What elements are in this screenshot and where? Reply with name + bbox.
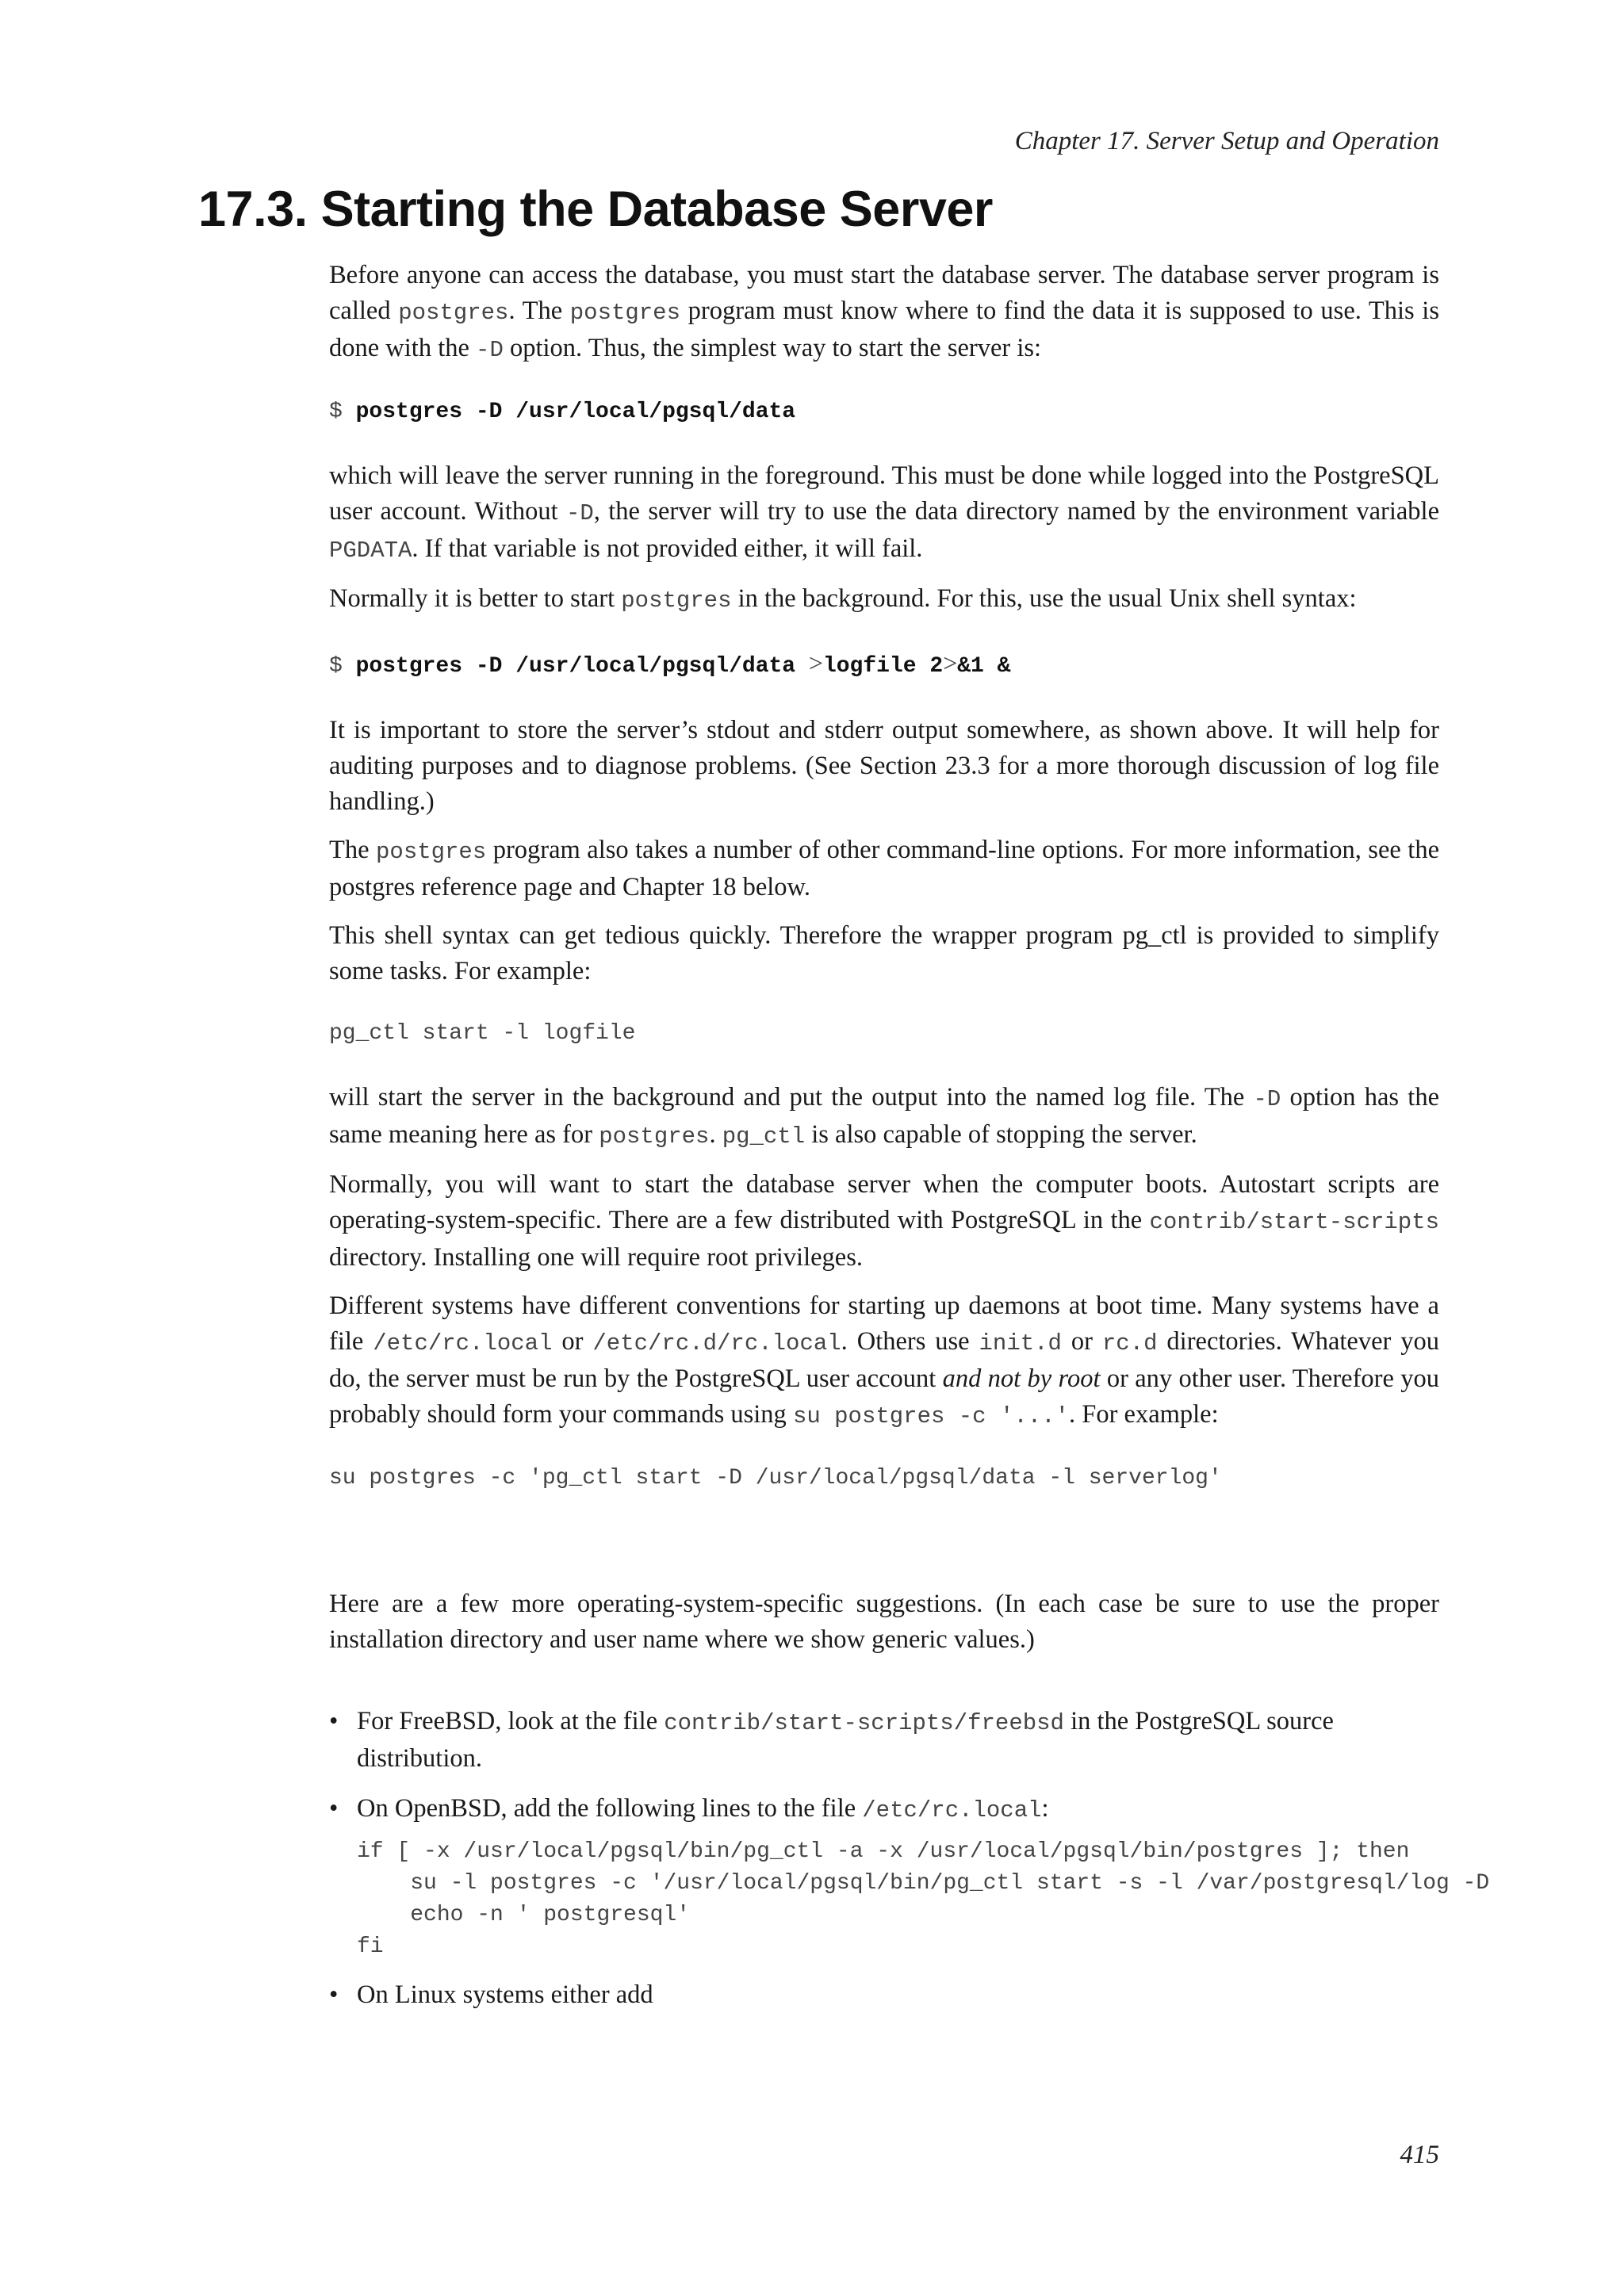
- paragraph: Before anyone can access the database, you must start the database server. The database server program is called postgres. The postgres program must know where to find the data it is supposed to use. This is done with the -D option. Thus, the simplest way to start the server is:: [329, 261, 1439, 363]
- running-header: Chapter 17. Server Setup and Operation: [1014, 127, 1439, 155]
- bullet-icon: •: [329, 1980, 339, 2009]
- emphasis: and not by root: [942, 1364, 1101, 1393]
- spacer: [329, 1525, 1439, 1586]
- shell-prompt: $: [329, 400, 356, 424]
- code-line: su -l postgres -c '/usr/local/pgsql/bin/pg_ctl start -s -l /var/postgresql/log -D: [357, 1871, 1490, 1896]
- code-block: [329, 396, 1439, 428]
- inline-code: -D: [1253, 1086, 1281, 1112]
- bullet-icon: •: [329, 1794, 339, 1823]
- inline-code: postgres: [376, 839, 487, 865]
- suggestion-list: [329, 1704, 1490, 2013]
- list-item: • On OpenBSD, add the following lines to the file /etc/rc.local: if [ -x /usr/local/pgsql/bin/pg_ctl -a -x /usr/local/pgsql/bin/postgres ]; then su -l postgres -c '/usr/local/pgsql/bin/pg_ctl start -s -l /var/postgresql/log -D echo -n ' postgresql' fi: [329, 1791, 1439, 1963]
- inline-code: rc.d: [1101, 1330, 1158, 1357]
- body-text: [329, 258, 1490, 2027]
- section-title: 17.3. Starting the Database Server: [198, 182, 993, 237]
- inline-code: postgres: [569, 300, 680, 326]
- inline-code: init.d: [979, 1330, 1062, 1357]
- inline-code: postgres: [599, 1123, 710, 1150]
- shell-prompt: $: [329, 654, 356, 679]
- page-number: 415: [1400, 2141, 1439, 2169]
- inline-code: -D: [476, 337, 504, 363]
- paragraph: It is important to store the server’s stdout and stderr output somewhere, as shown above. It will help for auditing purposes and to diagnose problems. (See Section 23.3 for a more thorough discussion of log file handling.): [329, 716, 1439, 816]
- inline-code: /etc/rc.d/rc.local: [592, 1330, 841, 1357]
- inline-code: /etc/rc.local: [862, 1797, 1042, 1823]
- code-line: if [ -x /usr/local/pgsql/bin/pg_ctl -a -x /usr/local/pgsql/bin/postgres ]; then: [357, 1839, 1410, 1864]
- inline-code: postgres: [621, 587, 732, 614]
- code-line: echo -n ' postgresql': [357, 1903, 691, 1927]
- inline-code: su postgres -c '...': [792, 1403, 1069, 1429]
- code-line: fi: [357, 1934, 384, 1959]
- bullet-icon: •: [329, 1707, 339, 1735]
- inline-code: -D: [565, 500, 594, 526]
- paragraph: This shell syntax can get tedious quickly. Therefore the wrapper program pg_ctl is provided to simplify some tasks. For example:: [329, 921, 1439, 985]
- shell-command: postgres -D /usr/local/pgsql/data: [355, 400, 796, 424]
- code-block: $ postgres -D /usr/local/pgsql/data >logfile 2>&1 &: [329, 649, 1011, 679]
- paragraph: Normally it is better to start postgres in the background. For this, use the usual Unix shell syntax:: [329, 584, 1357, 614]
- inline-code: pg_ctl: [722, 1123, 806, 1150]
- paragraph: which will leave the server running in the foreground. This must be done while logged into the PostgreSQL user account. Without -D, the server will try to use the data directory named by the environment variable PGDATA. If that variable is not provided either, it will fail.: [329, 461, 1439, 564]
- program-listing: [357, 1836, 1490, 1963]
- list-item: • On Linux systems either add: [329, 1977, 1439, 2013]
- paragraph: Here are a few more operating-system-specific suggestions. (In each case be sure to use the proper installation directory and user name where we show generic values.): [329, 1590, 1439, 1654]
- inline-code: contrib/start-scripts: [1149, 1209, 1439, 1235]
- inline-code: /etc/rc.local: [373, 1330, 553, 1357]
- inline-code: PGDATA: [329, 538, 412, 564]
- code-block: pg_ctl start -l logfile: [329, 1021, 636, 1046]
- paragraph: Different systems have different conventions for starting up daemons at boot time. Many systems have a file /etc/rc.local or /etc/rc.d/rc.local. Others use init.d or rc.d directories. Whatever you do, the server must be run by the PostgreSQL user account and not by root or any other user. Therefore you probably should form your commands using su postgres -c '...'. For example:: [329, 1292, 1440, 1429]
- paragraph: The postgres program also takes a number of other command-line options. For more information, see the postgres reference page and Chapter 18 below.: [329, 836, 1439, 901]
- paragraph: will start the server in the background and put the output into the named log file. The -D option has the same meaning here as for postgres. pg_ctl is also capable of stopping the server.: [329, 1083, 1439, 1150]
- inline-code: contrib/start-scripts/freebsd: [664, 1710, 1064, 1736]
- paragraph: Normally, you will want to start the database server when the computer boots. Autostart scripts are operating-system-specific. There are a few distributed with PostgreSQL in the contrib/start-scripts directory. Installing one will require root privileges.: [329, 1170, 1439, 1272]
- list-item: • For FreeBSD, look at the file contrib/start-scripts/freebsd in the PostgreSQL source distribution.: [329, 1704, 1439, 1777]
- code-block: su postgres -c 'pg_ctl start -D /usr/local/pgsql/data -l serverlog': [329, 1466, 1222, 1490]
- inline-code: postgres: [398, 300, 509, 326]
